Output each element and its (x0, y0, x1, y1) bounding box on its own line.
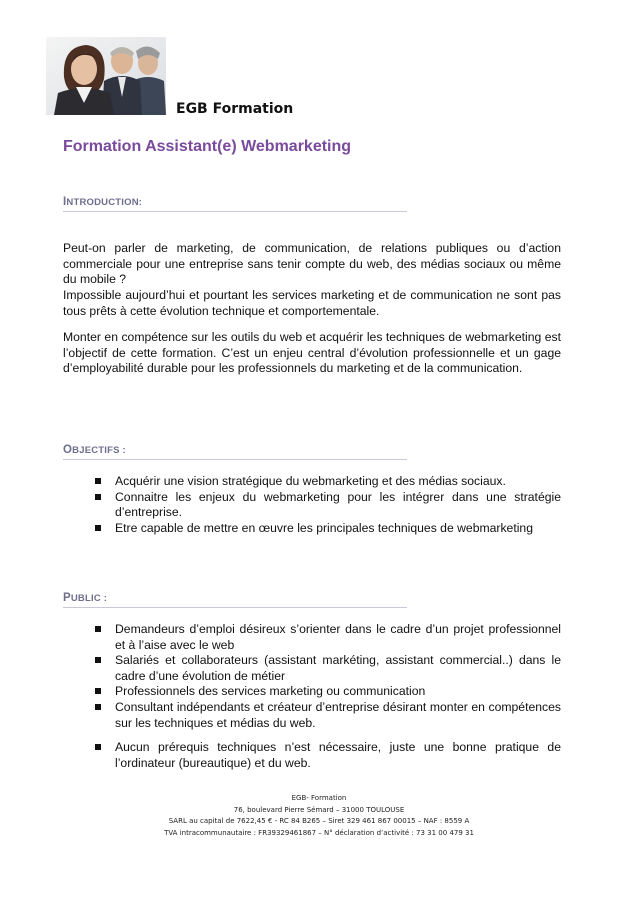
list-item: Salariés et collaborateurs (assistant markéting, assistant commercial..) dans le cadre d’une évolution de métier (95, 653, 561, 684)
list-item: Professionnels des services marketing ou communication (95, 684, 561, 700)
public-list (95, 622, 561, 731)
public-heading (63, 592, 407, 608)
introduction-heading (63, 196, 407, 212)
list-item: Demandeurs d’emploi désireux s’orienter dans le cadre d’un projet professionnel et à l’aise avec le web (95, 622, 561, 653)
list-item: Connaitre les enjeux du webmarketing pour les intégrer dans une stratégie d’entreprise. (95, 490, 561, 521)
objectifs-heading (63, 444, 407, 460)
bullet-square-icon (95, 525, 101, 531)
introduction-paragraph-1: Peut-on parler de marketing, de communication, de relations publiques ou d’action commerciale pour une entreprise sans tenir compte du web, des médias sociaux ou même du mobile ? (63, 241, 561, 287)
bullet-square-icon (95, 494, 101, 500)
footer-tva: TVA intracommunautaire : FR39329461867 – N° déclaration d’activité : 73 31 00 479 31 (164, 828, 474, 837)
bullet-square-icon (95, 704, 101, 710)
objectifs-list (95, 474, 561, 536)
bullet-square-icon (95, 688, 101, 694)
introduction-paragraph-3: Monter en compétence sur les outils du web et acquérir les techniques de webmarketing est l’objectif de cette formation. C’est un enjeu central d’évolution professionnelle et un gage d’employabilité durable pour les professionnels du marketing et de la communication. (63, 330, 561, 376)
list-item: Acquérir une vision stratégique du webmarketing et des médias sociaux. (95, 474, 561, 490)
list-item: Aucun prérequis techniques n’est nécessaire, juste une bonne pratique de l’ordinateur (bureautique) et du web. (95, 740, 561, 771)
list-item: Consultant indépendants et créateur d’entreprise désirant monter en compétences sur les techniques et médias du web. (95, 700, 561, 731)
footer-address: 76, boulevard Pierre Sémard – 31000 TOULOUSE (233, 805, 405, 814)
list-item: Etre capable de mettre en œuvre les principales techniques de webmarketing (95, 521, 561, 537)
page-title: Formation Assistant(e) Webmarketing (63, 138, 352, 155)
public-heading-initial: P (63, 592, 71, 604)
introduction-heading-initial: I (63, 196, 67, 208)
bullet-square-icon (95, 478, 101, 484)
footer-company: EGB- Formation (291, 794, 347, 802)
bullet-square-icon (95, 657, 101, 663)
objectifs-heading-initial: O (63, 444, 73, 456)
public-prerequisites (95, 740, 561, 771)
footer-legal: SARL au capital de 7622,45 € - RC 84 B265 – Siret 329 461 867 00015 – NAF : 8559 A (168, 817, 470, 825)
introduction-paragraph-2: Impossible aujourd’hui et pourtant les services marketing et de communication ne sont pas tous prêts à cette évolution technique et comportementale. (63, 288, 561, 318)
header-team-photo (46, 37, 166, 115)
objectifs-heading-rest: BJECTIFS : (72, 445, 126, 456)
bullet-square-icon (95, 626, 101, 632)
public-heading-rest: UBLIC : (70, 593, 108, 604)
company-name: EGB Formation (176, 101, 294, 117)
bullet-square-icon (95, 744, 101, 750)
introduction-heading-rest: NTRODUCTION: (66, 197, 143, 208)
page-footer (0, 793, 638, 839)
